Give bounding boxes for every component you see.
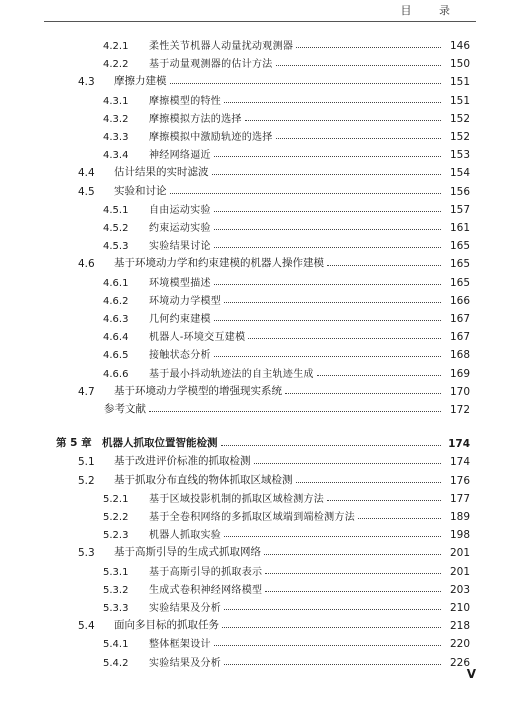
toc-entry-title: 整体框架设计 [149,639,211,651]
dot-leader [296,47,441,48]
toc-entry-page: 168 [449,349,470,362]
toc-entry[interactable] [103,507,470,523]
dot-leader [276,138,441,139]
toc-entry-title: 基于高斯引导的抓取表示 [149,566,263,578]
toc-entry-title: 实验结果及分析 [149,603,222,614]
toc-entry-number: 4.3 [78,76,95,89]
toc-entry-number: 4.6.2 [103,295,129,307]
toc-entry[interactable] [103,145,470,161]
toc-entry-title: 机器人抓取实验 [149,530,222,542]
dot-leader [214,229,441,230]
toc-entry-number: 5.3.2 [103,584,129,596]
toc-entry-title: 接触状态分析 [149,350,211,362]
toc-entry[interactable] [103,364,470,380]
toc-entry-number: 5.2.1 [103,493,129,505]
toc-entry-page: 165 [449,276,470,289]
toc-entry[interactable] [103,562,470,578]
toc-entry[interactable] [78,616,470,632]
toc-entry-title: 神经网络逼近 [149,150,211,162]
toc-entry-page: 174 [448,438,470,451]
toc-entry[interactable] [103,598,470,614]
header-rule [44,21,476,22]
toc-entry-title: 基于环境动力学和约束建模的机器人操作建模 [114,257,324,270]
dot-leader [327,265,441,266]
toc-entry-number: 5.2.2 [103,512,129,523]
toc-entry-number: 4.5.2 [103,223,129,234]
toc-entry[interactable] [78,163,470,179]
toc-entry-page: 165 [449,240,470,253]
toc-entry[interactable] [103,236,470,252]
toc-entry-title: 实验结果及分析 [149,657,222,669]
dot-leader [214,284,441,285]
toc-entry[interactable] [78,254,470,270]
dot-leader [214,211,441,212]
toc-entry-page: 154 [449,167,470,180]
toc-entry-page: 170 [449,385,470,398]
toc-entry-page: 150 [449,58,470,71]
toc-entry-title: 基于环境动力学模型的增强现实系统 [114,384,282,397]
page-number: V [466,667,476,681]
toc-entry-number: 5.2 [78,474,95,487]
dot-leader [221,445,442,446]
toc-entry-number: 4.2.1 [103,41,129,52]
toc-entry[interactable] [78,471,470,487]
dot-leader [285,393,441,394]
toc-entry-number: 4.3.2 [103,113,129,125]
toc-entry[interactable] [103,200,470,216]
toc-entry-page: 220 [449,638,470,651]
toc-entry[interactable] [56,434,470,450]
toc-entry[interactable] [103,345,470,361]
toc-entry-number: 4.5.1 [103,204,129,216]
toc-entry-number: 5.4.1 [103,639,129,651]
toc-entry-title: 摩擦模拟方法的选择 [149,113,242,125]
toc-entry-number: 4.6.3 [103,314,129,325]
toc-entry-page: 167 [449,331,470,344]
toc-entry-page: 176 [449,474,470,487]
toc-entry-page: 177 [449,492,470,505]
toc-entry-number: 5.2.3 [103,530,129,542]
toc-entry-page: 201 [449,547,470,560]
toc-entry-number: 4.5 [78,185,95,198]
toc-entry-title: 摩擦模拟中激励轨迹的选择 [149,132,273,143]
dot-leader [265,591,441,592]
toc-entry-title: 估计结果的实时滤波 [114,166,209,179]
toc-entry-title: 柔性关节机器人动量扰动观测器 [149,41,294,52]
toc-entry-page: 218 [449,620,470,633]
toc-entry[interactable] [103,634,470,650]
toc-entry-title: 基于最小抖动轨迹法的自主轨迹生成 [149,368,314,380]
toc-entry-number: 4.6.4 [103,332,129,344]
toc-entry-title: 实验结果讨论 [149,241,211,253]
toc-entry-page: 153 [449,149,470,162]
toc-entry-title: 摩擦力建模 [114,75,167,88]
toc-entry-title: 摩擦模型的特性 [149,95,222,107]
toc-entry[interactable] [104,400,470,416]
toc-entry[interactable] [103,309,470,325]
toc-entry-title: 参考文献 [104,403,146,415]
toc-entry[interactable] [103,291,470,307]
toc-entry-page: 156 [449,185,470,198]
toc-entry-page: 203 [449,583,470,596]
toc-entry[interactable] [103,218,470,234]
toc-entry-number: 第 5 章 [56,437,92,450]
dot-leader [170,83,442,84]
dot-leader [264,554,441,555]
toc-entry[interactable] [103,91,470,107]
toc-entry-title: 基于动量观测器的估计方法 [149,59,273,71]
toc-entry-title: 面向多目标的抓取任务 [114,619,219,632]
dot-leader [212,174,442,175]
toc-entry-title: 几何约束建模 [149,314,211,325]
dot-leader [254,463,442,464]
toc-entry-page: 152 [449,131,470,143]
dot-leader [214,645,441,646]
toc-entry-title: 约束运动实验 [149,223,211,234]
toc-entry[interactable] [78,543,470,559]
toc-entry-number: 5.4.2 [103,657,129,669]
toc-entry-page: 146 [449,40,470,52]
toc-entry-page: 210 [449,602,470,614]
dot-leader [317,375,441,376]
toc-entry-title: 基于高斯引导的生成式抓取网络 [114,546,261,559]
toc-entry-page: 161 [449,222,470,234]
dot-leader [224,609,441,610]
toc-entry[interactable] [103,327,470,343]
dot-leader [276,65,441,66]
toc-entry-number: 5.1 [78,456,95,469]
dot-leader [224,536,441,537]
toc-entry-title: 机器人抓取位置智能检测 [102,437,218,450]
toc-entry-title: 环境模型描述 [149,277,211,289]
toc-entry-title: 基于改进评价标准的抓取检测 [114,455,251,468]
toc-entry-number: 5.3 [78,547,95,560]
toc-entry-number: 4.2.2 [103,59,129,71]
toc-entry-page: 226 [449,656,470,669]
toc-entry[interactable] [103,525,470,541]
toc-entry[interactable] [103,653,470,669]
toc-entry[interactable] [103,489,470,505]
toc-entry-number: 4.5.3 [103,241,129,253]
toc-entry-page: 189 [449,511,470,523]
toc-entry-number: 4.6.1 [103,277,129,289]
toc-entry[interactable] [103,273,470,289]
toc-entry-title: 基于区域投影机制的抓取区域检测方法 [149,493,325,505]
dot-leader [214,320,441,321]
dot-leader [214,156,441,157]
dot-leader [224,102,441,103]
toc-entry-page: 169 [449,367,470,380]
toc-entry[interactable] [103,36,470,52]
toc-entry-page: 151 [449,76,470,89]
toc-entry[interactable] [103,127,470,143]
dot-leader [224,664,441,665]
toc-entry-number: 4.4 [78,167,95,180]
toc-entry-page: 152 [449,112,470,125]
toc-entry-number: 4.6.5 [103,350,129,362]
toc-entry-page: 151 [449,94,470,107]
toc-entry[interactable] [103,54,470,70]
toc-entry-page: 166 [449,294,470,307]
toc-entry-number: 4.3.1 [103,95,129,107]
toc-entry[interactable] [103,109,470,125]
dot-leader [224,302,441,303]
toc-entry-title: 环境动力学模型 [149,295,222,307]
toc-entry[interactable] [78,452,470,468]
toc-entry[interactable] [78,382,470,398]
dot-leader [214,356,441,357]
toc-entry-page: 165 [449,258,470,271]
toc-entry[interactable] [78,72,470,88]
toc-entry-title: 基于抓取分布直线的物体抓取区域检测 [114,473,293,486]
toc-entry-page: 157 [449,203,470,216]
toc-entry-number: 5.3.3 [103,603,129,614]
dot-leader [245,120,441,121]
toc-entry-title: 自由运动实验 [149,204,211,216]
toc-entry-page: 174 [449,456,470,469]
toc-entry-number: 4.6.6 [103,368,129,380]
toc-entry-title: 机器人-环境交互建模 [149,332,246,344]
toc-entry[interactable] [78,182,470,198]
toc-entry-number: 4.3.3 [103,132,129,143]
toc-entry-number: 4.3.4 [103,150,129,162]
toc-entry-number: 4.6 [78,258,95,271]
toc-entry-number: 4.7 [78,385,95,398]
toc-entry-title: 生成式卷积神经网络模型 [149,584,263,596]
toc-entry-page: 201 [449,565,470,578]
toc-entry-number: 5.3.1 [103,566,129,578]
dot-leader [248,338,441,339]
dot-leader [214,247,441,248]
dot-leader [149,411,441,412]
dot-leader [327,500,441,501]
toc-entry-page: 172 [449,404,470,416]
toc-entry[interactable] [103,580,470,596]
toc-entry-title: 基于全卷积网络的多抓取区域端到端检测方法 [149,512,355,523]
toc-entry-page: 167 [449,313,470,325]
toc-entry-number: 5.4 [78,620,95,633]
dot-leader [222,627,441,628]
toc-entry-title: 实验和讨论 [114,184,167,197]
dot-leader [358,518,441,519]
dot-leader [265,573,441,574]
running-header: 目 录 [400,4,462,17]
toc-entry-page: 198 [449,529,470,542]
dot-leader [170,193,442,194]
dot-leader [296,482,442,483]
